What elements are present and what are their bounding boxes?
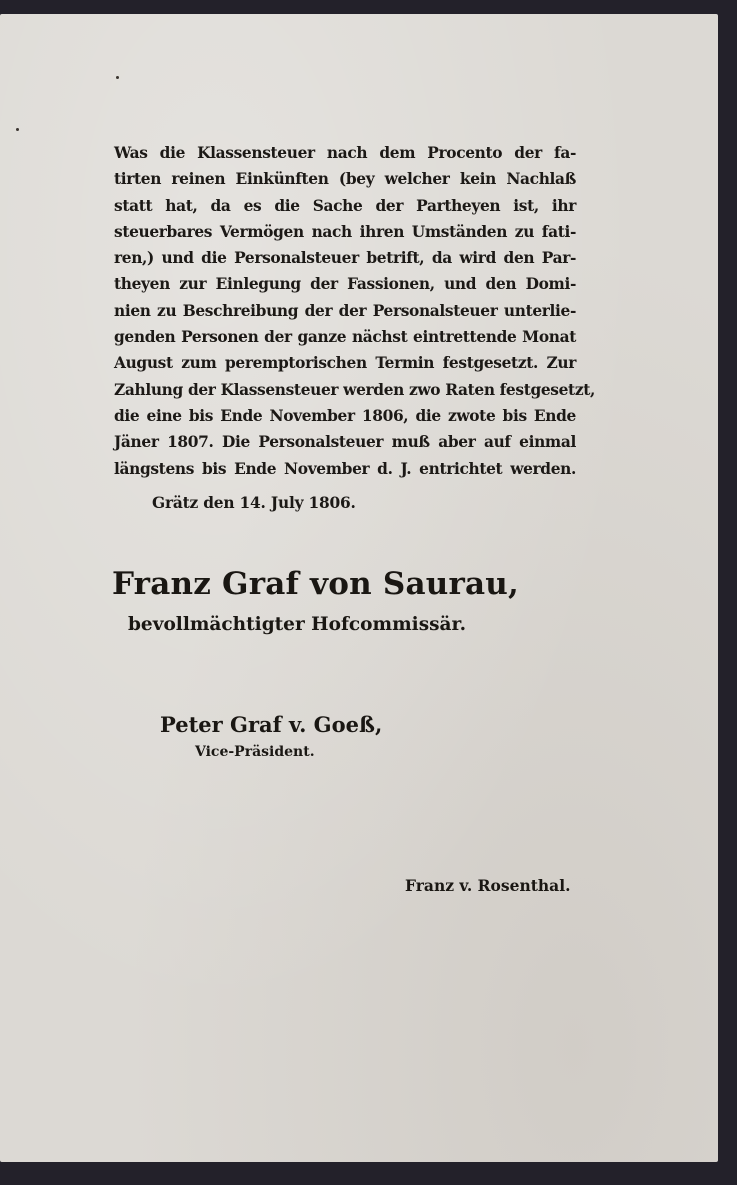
body-line: genden Personen der ganze nächst eintrettende Monat — [114, 328, 576, 347]
body-line: August zum peremptorischen Termin festgesetzt. Zur — [114, 354, 576, 373]
signatory-title-goess: Vice-Präsident. — [195, 744, 315, 760]
body-line: längstens bis Ende November d. J. entrichtet werden. — [114, 459, 576, 478]
body-line: steuerbares Vermögen nach ihren Umständen zu fati- — [114, 222, 576, 241]
body-line: statt hat, da es die Sache der Partheyen ist, ihr — [114, 196, 576, 215]
signatory-name-rosenthal: Franz v. Rosenthal. — [405, 876, 571, 895]
ink-speck — [116, 76, 119, 79]
body-line: Was die Klassensteuer nach dem Procento der fa- — [114, 144, 576, 162]
body-line: die eine bis Ende November 1806, die zwote bis Ende — [114, 406, 576, 425]
body-line: nien zu Beschreibung der der Personalsteuer unterlie- — [114, 301, 576, 320]
ink-speck — [16, 128, 19, 131]
body-paragraph — [114, 140, 595, 482]
signatory-title-saurau: bevollmächtigter Hofcommissär. — [128, 614, 467, 635]
body-line: tirten reinen Einkünften (bey welcher kein Nachlaß — [114, 170, 576, 189]
dateline: Grätz den 14. July 1806. — [152, 494, 356, 512]
body-line: Jäner 1807. Die Personalsteuer muß aber auf einmal — [114, 433, 576, 452]
signatory-name-saurau: Franz Graf von Saurau, — [112, 566, 520, 602]
body-line: theyen zur Einlegung der Fassionen, und den Domi- — [114, 275, 576, 294]
signatory-name-goess: Peter Graf v. Goeß, — [160, 712, 383, 737]
body-line: Zahlung der Klassensteuer werden zwo Raten festgesetzt, — [114, 380, 595, 399]
body-line: ren,) und die Personalsteuer betrift, da wird den Par- — [114, 249, 576, 268]
